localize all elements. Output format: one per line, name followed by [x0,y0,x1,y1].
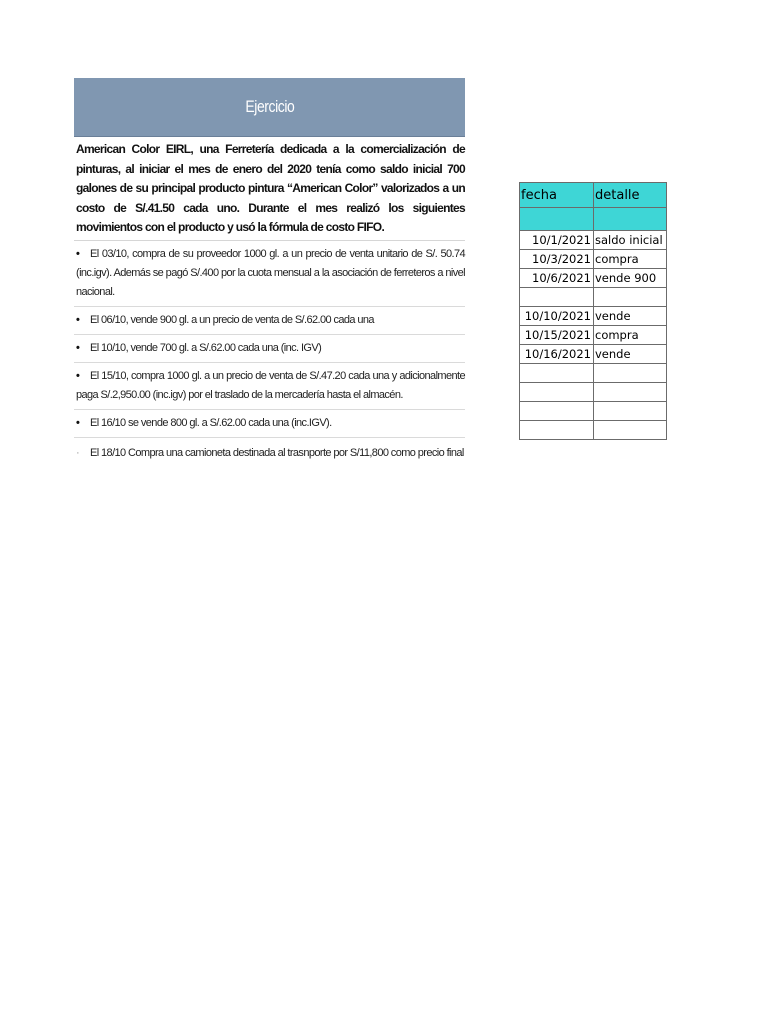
table-row [520,231,667,250]
table-row [520,307,667,326]
table-header-row [520,183,667,208]
bullet-icon: • [76,369,80,382]
table-cell-fecha[interactable]: 10/15/2021 [520,326,594,345]
exercise-item [74,241,465,307]
table-row [520,326,667,345]
table-row [520,250,667,269]
table-cell-fecha[interactable]: 10/6/2021 [520,269,594,288]
table-row [520,383,667,402]
table-row [520,364,667,383]
table-cell-fecha[interactable]: 10/10/2021 [520,307,594,326]
table-cell[interactable] [594,208,667,231]
exercise-title: Ejercicio [245,97,294,116]
table-cell[interactable] [520,208,594,231]
table-cell-fecha[interactable] [520,421,594,440]
table-cell-detalle[interactable] [594,402,667,421]
table-cell-detalle[interactable]: vende 900 [594,269,667,288]
movements-table [519,182,667,440]
exercise-item [74,307,465,335]
table-cell-fecha[interactable] [520,402,594,421]
bullet-icon: • [76,313,80,326]
exercise-item [74,363,465,410]
exercise-item-text: El 18/10 Compra una camioneta destinada al trasnporte por S/11,800 como precio final [90,446,464,459]
bullet-icon: • [76,416,80,429]
table-cell-fecha[interactable]: 10/3/2021 [520,250,594,269]
bullet-icon: • [76,341,80,354]
table-cell-fecha[interactable]: 10/1/2021 [520,231,594,250]
exercise-item-text: El 03/10, compra de su proveedor 1000 gl. a un precio de venta unitario de S/. 50.74 (inc.igv). Además se pagó S/.400 por la cuota mensual a la asociación de ferreteros a nivel nacional. [76,247,465,298]
exercise-intro: American Color EIRL, una Ferretería dedicada a la comercialización de pinturas, al iniciar el mes de enero del 2020 tenía como saldo inicial 700 galones de su principal producto pintura “American Color” valorizados a un costo de S/.41.50 cada uno. Durante el mes realizó los siguientes movimientos con el producto y usó la fórmula de costo FIFO. [74,140,465,241]
exercise-item [74,438,465,467]
table-row [520,402,667,421]
table-cell-detalle[interactable] [594,288,667,307]
bullet-icon: • [76,247,80,260]
exercise-header [74,78,465,137]
exercise-item-text: El 10/10, vende 700 gl. a S/.62.00 cada una (inc. IGV) [90,341,322,354]
table-cell-detalle[interactable] [594,383,667,402]
table-cell-fecha[interactable] [520,364,594,383]
table-row [520,288,667,307]
column-header-fecha[interactable]: fecha [520,183,594,208]
table-cell-detalle[interactable]: compra [594,250,667,269]
exercise-item [74,410,465,438]
table-row [520,421,667,440]
exercise-item-text: El 16/10 se vende 800 gl. a S/.62.00 cada una (inc.IGV). [90,416,332,429]
table-row [520,269,667,288]
table-cell-detalle[interactable]: saldo inicial [594,231,667,250]
table-cell-fecha[interactable] [520,383,594,402]
exercise-box [74,78,465,467]
bullet-icon: · [76,446,80,459]
column-header-detalle[interactable]: detalle [594,183,667,208]
exercise-item-text: El 06/10, vende 900 gl. a un precio de venta de S/.62.00 cada una [90,313,374,326]
table-cell-detalle[interactable] [594,421,667,440]
table-row [520,345,667,364]
exercise-item [74,335,465,363]
table-row-highlight [520,208,667,231]
exercise-item-text: El 15/10, compra 1000 gl. a un precio de venta de S/.47.20 cada una y adicionalmente paga S/.2,950.00 (inc.igv) por el traslado de la mercadería hasta el almacén. [76,369,465,401]
table-cell-detalle[interactable]: compra [594,326,667,345]
table-cell-fecha[interactable]: 10/16/2021 [520,345,594,364]
table-cell-fecha[interactable] [520,288,594,307]
table-cell-detalle[interactable]: vende [594,345,667,364]
table-cell-detalle[interactable]: vende [594,307,667,326]
table-cell-detalle[interactable] [594,364,667,383]
